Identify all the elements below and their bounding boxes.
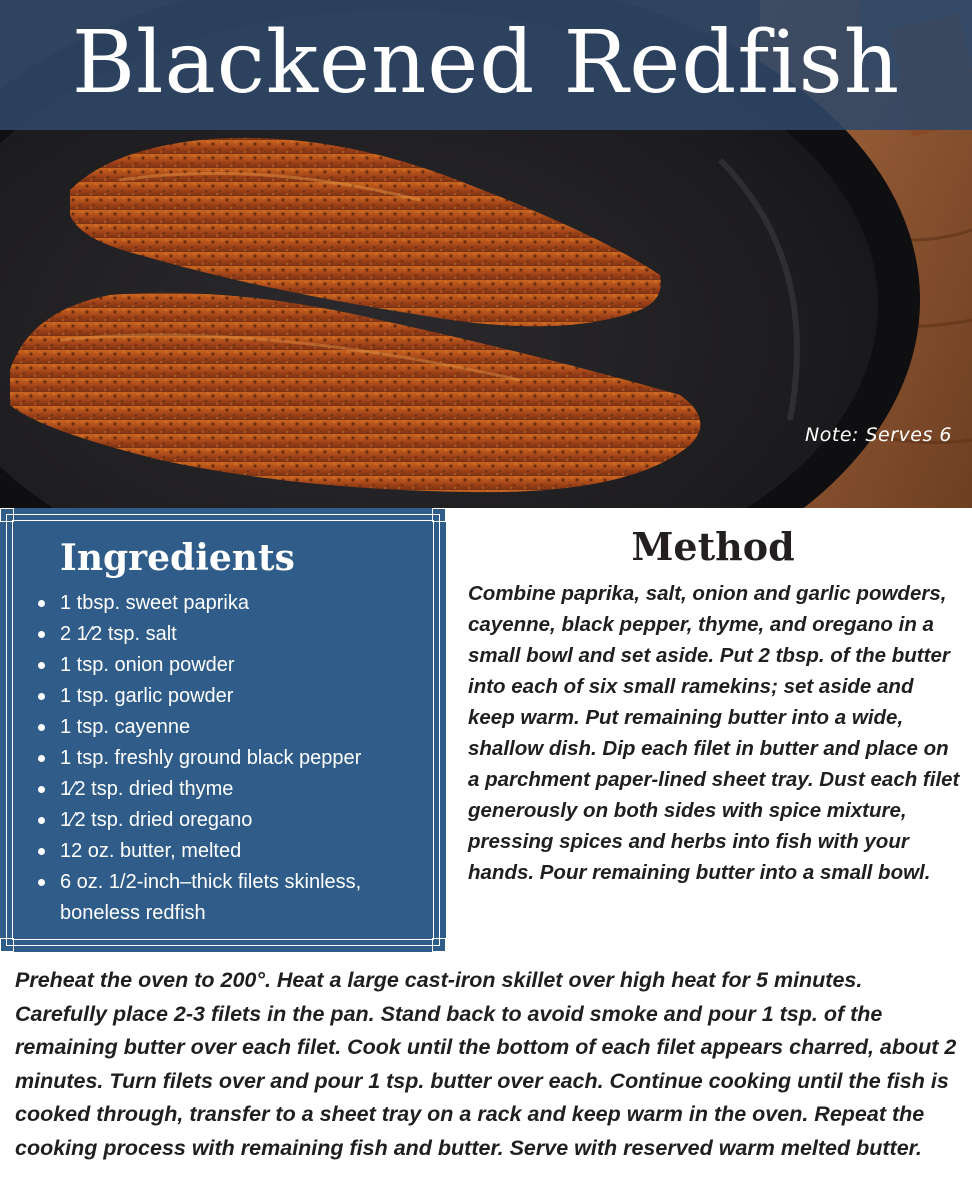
bullet-icon [38,879,45,886]
method-heading: Method [631,524,795,569]
ingredient-item [36,712,436,743]
bullet-icon [38,755,45,762]
bullet-icon [38,662,45,669]
ingredients-heading: Ingredients [60,537,295,579]
method-paragraph-2: Preheat the oven to 200°. Heat a large cast-iron skillet over high heat for 5 minutes. Carefully place 2-3 filets in the pan. Stand back to avoid smoke and pour 1 tsp. of the remaining butter over each filet. Cook until the bottom of each filet appears charred, about 2 minutes. Turn filets over and pour 1 tsp. butter over each. Continue cooking until the fish is cooked through, transfer to a sheet tray on a rack and keep warm in the oven. Repeat the cooking process with remaining fish and butter. Serve with reserved warm melted butter. [15,968,957,1160]
ingredient-text: 2 1⁄2 tsp. salt [60,623,177,645]
bullet-icon [38,786,45,793]
ingredient-item [36,836,436,867]
ingredient-item [36,619,436,650]
ingredient-item [36,805,436,836]
method-paragraph-1: Combine paprika, salt, onion and garlic powders, cayenne, black pepper, thyme, and oregano in a small bowl and set aside. Put 2 tbsp. of the butter into each of six small ramekins; set aside and keep warm. Put remaining butter into a wide, shallow dish. Dip each filet in butter and place on a parchment paper-lined sheet tray. Dust each filet generously on both sides with spice mixture, pressing spices and herbs into fish with your hands. Pour remaining butter into a small bowl. [468,582,960,884]
ingredient-text: 1⁄2 tsp. dried oregano [60,809,253,831]
ingredient-text: 1⁄2 tsp. dried thyme [60,778,234,800]
ingredient-item [36,681,436,712]
serving-note: Note: Serves 6 [805,424,952,446]
bullet-icon [38,724,45,731]
ingredient-text: 12 oz. butter, melted [60,840,242,862]
hero-photo [0,0,972,508]
ingredients-list [36,588,436,929]
ingredient-text: 1 tsp. cayenne [60,716,191,738]
ingredient-text: 1 tsp. onion powder [60,654,235,676]
frame-corner-tr [432,508,446,522]
frame-corner-tl [0,508,14,522]
ingredient-item [36,867,420,929]
frame-corner-br [432,938,446,952]
ingredient-text: 1 tsp. garlic powder [60,685,234,707]
frame-corner-bl [0,938,14,952]
recipe-title: Blackened Redfish [71,13,901,113]
ingredients-panel [0,508,446,952]
bullet-icon [38,600,45,607]
ingredient-item [36,743,436,774]
ingredient-item [36,588,436,619]
bullet-icon [38,817,45,824]
bullet-icon [38,848,45,855]
ingredient-item [36,774,436,805]
bullet-icon [38,631,45,638]
ingredient-text: 1 tbsp. sweet paprika [60,592,249,614]
ingredient-text: 6 oz. 1/2-inch–thick filets skinless, boneless redfish [60,871,362,924]
ingredient-text: 1 tsp. freshly ground black pepper [60,747,362,769]
ingredient-item [36,650,436,681]
bullet-icon [38,693,45,700]
